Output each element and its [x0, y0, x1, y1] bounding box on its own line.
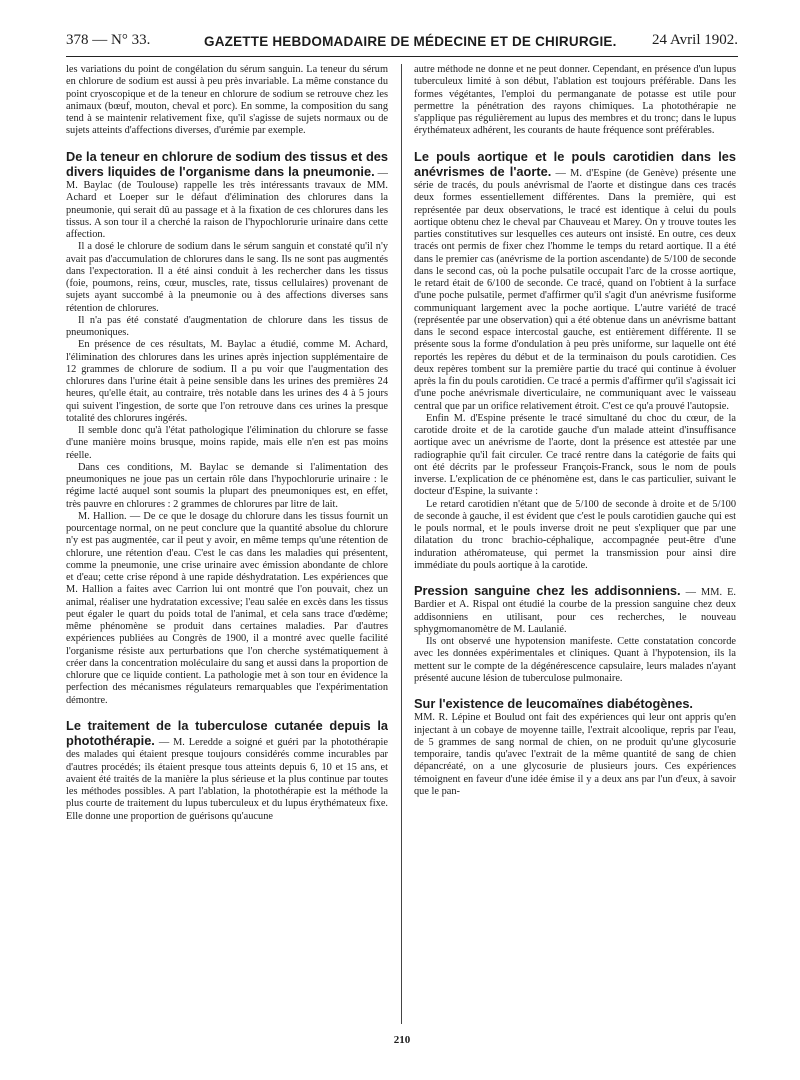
paragraph: M. Hallion. — De ce que le dosage du chlorure dans les tissus fournit un pourcentage normal, on ne peut conclure que la quantité absolue du chlorure n'y est pas augmentée, car il peut y avoir, en même temps qu'une rétention de chlorure, une rétention d'eau. C'est le cas dans les maladies qui présentent, comme la pneumonie, une crise urinaire avec émission abondante de chlore et d'eau; cette crise répond à une rapide déshydratation. Les expériences que M. Hallion a faites avec Carrion lui ont montré que l'on pouvait, chez un animal, réaliser une hydratation excessive; l'eau salée en excès dans les tissus peut égaler le quart du poids total de l'animal, et cela sans trace d'œdème; même phénomène se produit dans certaines maladies. Par d'autres expériences publiées au Congrès de 1900, il a montré avec quelle facilité l'organisme résiste aux perturbations que l'on cherche systématiquement à créer dans la concentration moléculaire du sang et aussi dans la proportion de chlorure que ce liquide contient. La pathologie met à son tour en évidence la perfection des mécanismes régulateurs remarquables que l'expérimentation démontre. [66, 510, 388, 706]
section-pouls-aortique [414, 150, 736, 573]
left-column [66, 64, 388, 1024]
paragraph: MM. R. Lépine et Boulud ont fait des expériences qui leur ont appris qu'en injectant à un cobaye de moyenne taille, l'extrait alcoolique, repris par l'eau, de 5 grammes de sang normal de chien, on ne produit qu'une glycosurie temporaire, tandis qu'avec l'extrait de la même quantité de sang de chien dépancréaté, on a une glycosurie de plusieurs jours. Ces expériences témoignent en faveur d'une idée émise il y a deux ans par l'un d'eux, à savoir que le pan- [414, 712, 736, 797]
paragraph: En présence de ces résultats, M. Baylac a étudié, comme M. Achard, l'élimination des chlorures dans les urines après injection supplémentaire de 12 grammes de chlorure de sodium. Il a pu voir que l'augmentation des chlorures dans l'urine était à peine sensible dans les urines des premières 24 heures, qu'elle était, au contraire, très notable dans les urines des 4 à 5 jours qui suivent l'ingestion, de sorte que l'on retrouve dans ces urines la presque totalité des chlorures ingérés. [66, 339, 388, 424]
journal-title: GAZETTE HEBDOMADAIRE DE MÉDECINE ET DE CHIRURGIE. [204, 34, 617, 49]
section-title: Le pouls aortique et le pouls carotidien dans les anévrismes de l'aorte. [414, 148, 736, 179]
paragraph: Enfin M. d'Espine présente le tracé simultané du choc du cœur, de la carotide droite et de la carotide gauche d'un malade atteint d'insuffisance aortique avec un anévrisme de l'aorte, dont la présence est attestée par une radiographie qu'il fait circuler. Ce tracé rentre dans la catégorie de faits qui ont été décrits par le professeur François-Franck, sous le nom de pouls inverse. L'explication de ce phénomène est, dans le cas particulier, suivant le docteur d'Espine, la suivante : [414, 412, 736, 498]
section-title: Le traitement de la tuberculose cutanée depuis la photothérapie. [66, 717, 388, 748]
section-title: De la teneur en chlorure de sodium des tissus et des divers liquides de l'organisme dans la pneumonie. [66, 148, 388, 179]
paragraph: — M. d'Espine (de Genève) présente une série de tracés, du pouls anévrismal de l'aorte et distingue dans ces tracés deux formes essentiellement différentes. Dans la première, qui est représentée par deux observations, le tracé est identique à celui du pouls aortique obtenu chez le cheval par Chauveau et Marey. On y trouve toutes les parties constitutives sur lesquelles ces auteurs ont insisté. En outre, ces deux tracés ont permis de fixer chez l'homme le temps du retard aortique. Il a été dans le premier cas (anévrisme de la portion ascendante) de 5/100 de seconde dans le second cas, où la poche pulsatile occupait l'arc de la crosse aortique, le retard était de 6/100 de seconde. Ce tracé, quand on l'obtient à la surface d'une poche pulsatile, permet d'affirmer qu'il s'agit d'un anévrisme fusiforme communiquant largement avec la poche aortique. L'autre variété de tracé (représentée par une observation) qui a été obtenue dans un anévrisme battant dans le second espace intercostal gauche, est entièrement différente. Il se présente sous la forme d'ondulation à peu près uniforme, sur laquelle ont été reportés les repères du début et de la terminaison du pouls carotidien. Ces deux repères tombent sur la première partie du tracé qui continue à évoluer après la fin du pouls carotidien. Ce tracé a permis d'affirmer qu'il s'agissait ici d'une poche anévrismale diverticulaire, ne communiquant avec le vaisseau central que par un orifice relativement étroit. C'est ce qu'a prouvé l'autopsie. [414, 167, 736, 412]
paragraph: — M. Baylac (de Toulouse) rappelle les très intéressants travaux de MM. Achard et Loeper sur le défaut d'élimination des chlorures dans la pneumonie, qui serait dû au passage et à la fixation de ces chlorures dans les tissus. A son tour il a cherché la raison de l'hypochlorurie urinaire dans cette affection. [66, 167, 388, 240]
paragraph: — M. Leredde a soigné et guéri par la photothérapie des malades qui étaient presque toujours considérés comme incurables par d'autres procédés; ils étaient presque tous atteints depuis 6, 10 et 15 ans, et avaient été traités de la manière la plus sérieuse et la plus continue par toutes les méthodes possibles. A part l'ablation, la photothérapie est la méthode la plus courte de traitement du lupus tuberculeux et du lupus érythémateux fixe. Elle donne une proportion de guérisons qu'aucune [66, 737, 388, 822]
journal-page [66, 24, 738, 1054]
right-intro-paragraph: autre méthode ne donne et ne peut donner. Cependant, en présence d'un lupus tuberculeux limité à son début, l'ablation est toujours préférable. Dans les formes végétantes, l'emploi du permanganate de potasse est utile pour permettre la pénétration des rayons chimiques. La photothérapie ne s'applique pas régulièrement au lupus des membres et du tronc; dans le lupus érythémateux adhérent, les courants de haute fréquence sont préférables. [414, 64, 736, 137]
right-column [414, 64, 736, 1024]
page-number: 210 [393, 1034, 411, 1046]
section-tuberculose-phototherapie [66, 719, 388, 823]
paragraph: — MM. E. Bardier et A. Rispal ont étudié la courbe de la pression sanguine chez deux addisonniens en utilisant, pour ces recherches, le nouveau sphygmomanomètre de M. Laulanié. [414, 587, 736, 635]
section-chlorure-pneumonie [66, 150, 388, 707]
paragraph: Dans ces conditions, M. Baylac se demande si l'alimentation des pneumoniques ne joue pas un certain rôle dans l'hypochlorurie urinaire : le régime lacté auquel sont soumis la plupart des pneumoniques est, en effet, très pauvre en chlorures : 2 grammes de chlorures par litre de lait. [66, 461, 388, 510]
left-intro-paragraph: les variations du point de congélation du sérum sanguin. La teneur du sérum en chlorure de sodium est aussi à peu près invariable. La même constance du point cryoscopique et de la teneur en chlorure de sodium se retrouve chez les animaux (bœuf, mouton, cheval et porc). En somme, la composition du sang tend à se maintenir relativement fixe, qu'il s'agisse de sujets normaux ou de sujets atteints d'affections diverses, d'urémie par exemple. [66, 64, 388, 137]
section-leucomaines [414, 697, 736, 798]
paragraph: Il a dosé le chlorure de sodium dans le sérum sanguin et constaté qu'il n'y avait pas d'accumulation de chlorures dans le sang. Ils ne sont pas augmentés dans l'expectoration. Il a été ainsi conduit à les rechercher dans les tissus (foie, poumons, reins, cœur, muscles, rate, tissus cellulaires) provenant de sujets ayant succombé à la pneumonie ou à des affections diverses sans rétention de chlorures. [66, 241, 388, 314]
paragraph: Il semble donc qu'à l'état pathologique l'élimination du chlorure se fasse d'une manière moins brusque, moins rapide, mais elle n'en est pas moins réelle. [66, 425, 388, 461]
paragraph: Ils ont observé une hypotension manifeste. Cette constatation concorde avec les données expérimentales et cliniques. Quant à l'hypotension, ils la mettent sur le compte de la dégénérescence capsulaire, leurs malades n'ayant présenté aucune lésion de tuberculose pulmonaire. [414, 636, 736, 684]
page-issue: 378 — N° 33. [66, 32, 151, 48]
running-header [66, 24, 738, 57]
section-title: Pression sanguine chez les addisonniens. [414, 583, 681, 598]
paragraph: Il n'a pas été constaté d'augmentation de chlorure dans les tissus de pneumoniques. [66, 314, 388, 338]
section-title: Sur l'existence de leucomaïnes diabétogènes. [414, 696, 693, 711]
paragraph: Le retard carotidien n'étant que de 5/100 de seconde à droite et de 5/100 de seconde à gauche, il est évident que c'est le pouls carotidien gauche qui est le pouls normal, et le pouls inverse droit ne peut s'expliquer que par une dilatation du tronc brachio-céphalique, accompagnée peut-être d'une induration athéromateuse, qui permet la transmission pour ainsi dire immédiate du pouls aortique à la carotide. [414, 498, 736, 571]
section-pression-addisonniens [414, 584, 736, 685]
issue-date: 24 Avril 1902. [652, 32, 738, 48]
